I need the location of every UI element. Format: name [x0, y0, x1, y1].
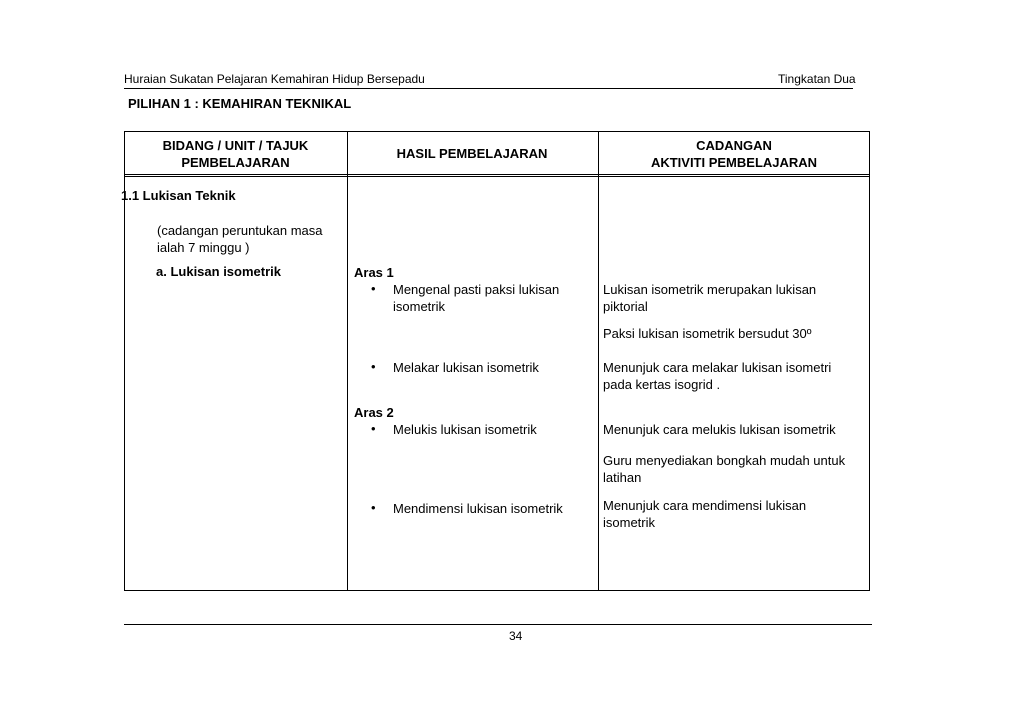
time-note-line2: ialah 7 minggu ): [157, 240, 250, 255]
column-divider-2: [598, 132, 599, 590]
outcome-item-2: Melakar lukisan isometrik: [393, 360, 539, 375]
header-left-text: Huraian Sukatan Pelajaran Kemahiran Hidup Bersepadu: [124, 72, 425, 86]
activity-3-line1: Menunjuk cara melakar lukisan isometri: [603, 360, 832, 375]
col3-header-line2: AKTIVITI PEMBELAJARAN: [650, 155, 818, 170]
col3-header: [599, 137, 869, 171]
section-title: PILIHAN 1 : KEMAHIRAN TEKNIKAL: [128, 96, 352, 111]
activity-5-line2: latihan: [603, 470, 642, 485]
unit-title: 1.1 Lukisan Teknik: [121, 188, 236, 203]
col1-header-line2: PEMBELAJARAN: [181, 155, 290, 170]
bullet-icon: •: [371, 421, 376, 436]
table-header-row: [125, 132, 869, 174]
activity-6-line2: isometrik: [603, 515, 656, 530]
activity-1-line1: Lukisan isometrik merupakan lukisan: [603, 282, 817, 297]
outcome-item-1-line1: Mengenal pasti paksi lukisan: [393, 282, 560, 297]
col3-header-line1: CADANGAN: [696, 138, 772, 153]
activity-4: Menunjuk cara melukis lukisan isometrik: [603, 422, 836, 437]
col1-header-line1: BIDANG / UNIT / TAJUK: [162, 138, 309, 153]
syllabus-table: [121, 131, 870, 591]
outcome-item-1: [393, 281, 593, 315]
header-divider: [125, 174, 869, 177]
column-divider-1: [347, 132, 348, 590]
activity-6-line1: Menunjuk cara mendimensi lukisan: [603, 498, 807, 513]
bullet-icon: •: [371, 359, 376, 374]
outcome-item-1-line2: isometrik: [393, 299, 446, 314]
page-number: 34: [509, 629, 523, 643]
activity-2: Paksi lukisan isometrik bersudut 30º: [603, 326, 812, 341]
col2-header: HASIL PEMBELAJARAN: [396, 146, 548, 161]
time-note-line1: (cadangan peruntukan masa: [157, 223, 323, 238]
outcome-item-4: Mendimensi lukisan isometrik: [393, 501, 563, 516]
activity-1: [603, 281, 865, 315]
level-1-label: Aras 1: [354, 265, 394, 280]
outcome-item-3: Melukis lukisan isometrik: [393, 422, 537, 437]
activity-5-line1: Guru menyediakan bongkah mudah untuk: [603, 453, 846, 468]
bullet-icon: •: [371, 500, 376, 515]
activity-5: [603, 452, 865, 486]
header-right-text: Tingkatan Dua: [778, 72, 856, 86]
activity-3: [603, 359, 867, 393]
activity-1-line2: piktorial: [603, 299, 648, 314]
activity-6: [603, 497, 865, 531]
activity-3-line2: pada kertas isogrid .: [603, 377, 721, 392]
col1-header: [125, 137, 346, 171]
level-2-label: Aras 2: [354, 405, 394, 420]
bullet-icon: •: [371, 281, 376, 296]
header-rule: [124, 88, 853, 89]
topic-title: a. Lukisan isometrik: [156, 264, 281, 279]
footer-rule: [124, 624, 872, 625]
time-allocation-note: [157, 222, 347, 256]
